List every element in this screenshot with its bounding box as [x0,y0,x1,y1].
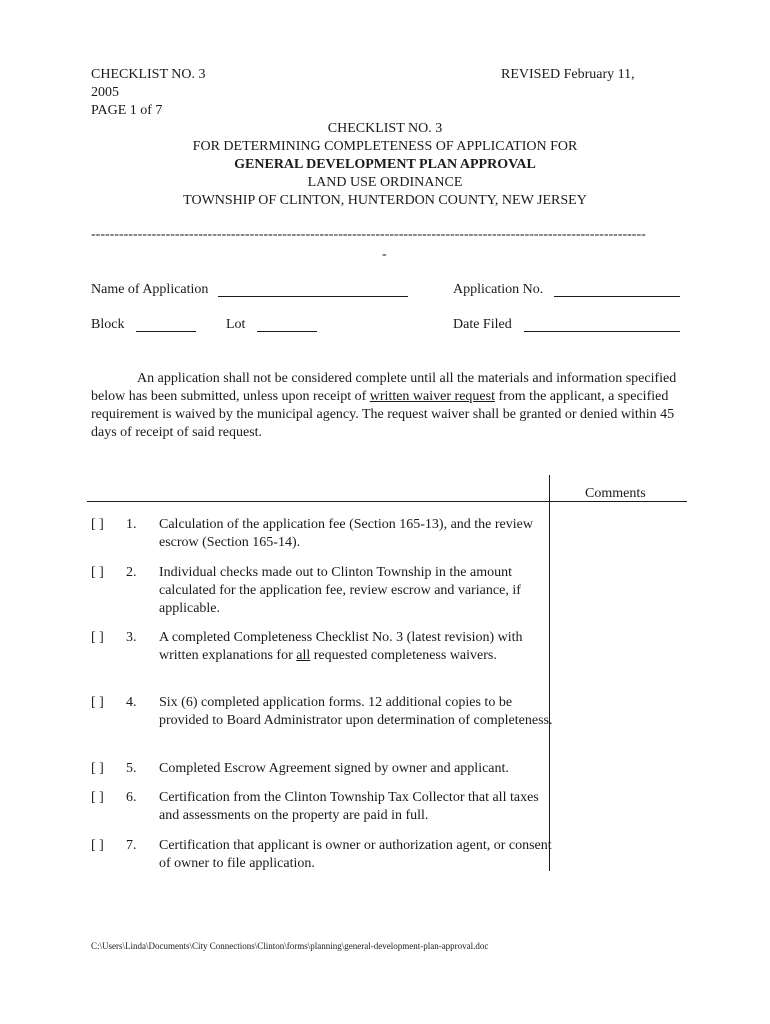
item-number: 7. [126,838,137,853]
name-of-application-field[interactable] [218,296,408,297]
item-number: 4. [126,695,137,710]
title-line-1: CHECKLIST NO. 3 [327,121,443,136]
application-number-field[interactable] [554,296,680,297]
application-number-label: Application No. [453,282,544,297]
item-number: 1. [126,517,137,532]
item-number: 6. [126,790,137,805]
title-line-5: TOWNSHIP OF CLINTON, HUNTERDON COUNTY, NEW JERSEY [183,193,587,208]
item-text: Calculation of the application fee (Section 165-13), and the review escrow (Section 165-14). [159,517,533,550]
item-number: 5. [126,761,137,776]
block-label: Block [91,317,125,332]
checklist-number: CHECKLIST NO. 3 [91,67,206,82]
title-line-4: LAND USE ORDINANCE [307,175,463,190]
lot-field[interactable] [257,331,317,332]
checkbox[interactable]: [ ] [91,695,104,710]
written-waiver-request-text: written waiver request [369,389,495,404]
item-text: A completed Completeness Checklist No. 3 (latest revision) with written explanations for all requested completeness waivers. [159,630,523,663]
name-of-application-label: Name of Application [91,282,209,297]
title-line-3: GENERAL DEVELOPMENT PLAN APPROVAL [234,157,536,172]
revised-date: REVISED February 11, [501,67,635,82]
item-text: Six (6) completed application forms. 12 additional copies to be provided to Board Administrator upon determination of completeness. [159,695,553,728]
checkbox[interactable]: [ ] [91,761,104,776]
checkbox[interactable]: [ ] [91,565,104,580]
item-text: Certification from the Clinton Township Tax Collector that all taxes and assessments on the property are paid in full. [159,790,539,823]
item-number: 3. [126,630,137,645]
checkbox[interactable]: [ ] [91,517,104,532]
dashed-separator: ----------------------------------------------------------------------------------------------------------------------- [91,227,646,242]
checkbox[interactable]: [ ] [91,790,104,805]
file-path-footer: C:\Users\Linda\Documents\City Connections\Clinton\forms\planning\general-development-plan-approval.doc [91,941,489,951]
intro-paragraph: An application shall not be considered complete until all the materials and information specified below has been submitted, unless upon receipt of written waiver request from the applicant, a specified requirement is waived by the municipal agency. The request waiver shall be granted or denied within 45 days of receipt of said request. [91,371,677,440]
checkbox[interactable]: [ ] [91,838,104,853]
item-text: Completed Escrow Agreement signed by owner and applicant. [159,761,509,776]
block-field[interactable] [136,331,196,332]
page-number: PAGE 1 of 7 [91,103,163,118]
item-number: 2. [126,565,137,580]
date-filed-label: Date Filed [453,317,512,332]
comments-header: Comments [585,486,646,501]
title-line-2: FOR DETERMINING COMPLETENESS OF APPLICATION FOR [192,139,578,154]
date-filed-field[interactable] [524,331,680,332]
item-text: Certification that applicant is owner or authorization agent, or consent of owner to file application. [159,838,552,871]
item-text: Individual checks made out to Clinton Township in the amount calculated for the application fee, review escrow and variance, if applicable. [159,565,521,616]
revised-year: 2005 [91,85,119,100]
lot-label: Lot [226,317,246,332]
separator-tail: - [382,247,387,262]
checkbox[interactable]: [ ] [91,630,104,645]
